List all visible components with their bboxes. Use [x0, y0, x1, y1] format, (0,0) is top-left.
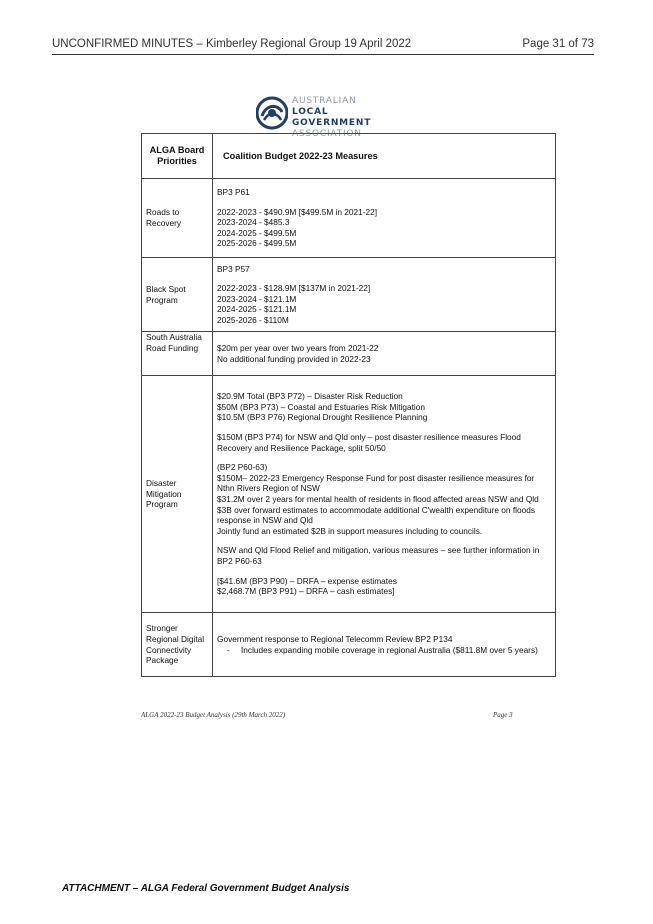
list-item: - Includes expanding mobile coverage in regional Australia ($811.8M over 5 years)	[227, 645, 551, 656]
measure-line: (BP2 P60-63)	[217, 462, 268, 473]
measure-block	[217, 576, 551, 597]
priority-cell: Stronger Regional Digital Connectivity Package	[142, 613, 213, 677]
logo-line-3: ASSOCIATION	[292, 129, 362, 139]
table-row	[142, 258, 556, 332]
measure-line: $150M– 2022-23 Emergency Response Fund for post disaster resilience measures for Nthn Rivers Region of NSW	[217, 472, 535, 494]
measure-line: BP3 P61	[217, 187, 250, 198]
measure-list	[217, 645, 551, 656]
measures-cell	[213, 376, 556, 613]
measure-block	[217, 391, 551, 423]
budget-measures-table	[141, 133, 556, 677]
document-footer-page: Page 3	[493, 711, 513, 719]
measure-line: $2,468.7M (BP3 P91) – DRFA – cash estimates]	[217, 586, 395, 597]
document-footer-title: ALGA 2022-23 Budget Analysis (29th March 2022)	[141, 711, 286, 719]
measure-line: NSW and Qld Flood Relief and mitigation, various measures – see further information in BP2 P60-63	[217, 545, 540, 566]
measure-line: 2022-2023 - $128.9M [$137M in 2021-22]	[217, 283, 371, 294]
measure-line: 2022-2023 - $490.9M [$499.5M in 2021-22]	[217, 206, 378, 217]
measure-line: 2025-2026 - $499.5M	[217, 238, 297, 249]
table-row	[142, 376, 556, 613]
column-header-measures: Coalition Budget 2022-23 Measures	[213, 134, 556, 179]
priority-cell: South Australia Road Funding	[142, 332, 213, 376]
measure-line: BP3 P57	[217, 263, 250, 274]
measures-cell	[213, 613, 556, 677]
table-row	[142, 613, 556, 677]
table-row	[142, 179, 556, 258]
measure-line: $10.5M (BP3 P76) Regional Drought Resilience Planning	[217, 412, 428, 423]
measure-line: 2024-2025 - $121.1M	[217, 304, 297, 315]
measure-line: 2023-2024 - $485.3	[217, 217, 290, 228]
measure-line: 2024-2025 - $499.5M	[217, 227, 297, 238]
measure-block	[217, 432, 551, 453]
attachment-label: ATTACHMENT – ALGA Federal Government Budget Analysis	[62, 883, 350, 894]
priority-cell: Disaster Mitigation Program	[142, 376, 213, 613]
page-header	[52, 38, 594, 55]
logo-line-1: AUSTRALIAN	[292, 96, 357, 106]
measure-block	[217, 283, 551, 325]
measure-line: Jointly fund an estimated $2B in support measures including to councils.	[217, 525, 483, 536]
measure-block	[217, 187, 551, 198]
table-header-row	[142, 134, 556, 179]
measure-block	[217, 545, 551, 566]
measure-line: $150M (BP3 P74) for NSW and Qld only – post disaster resilience measures Flood Recovery and Resilience Package, split 50/50	[217, 432, 521, 453]
measure-line: $3B over forward estimates to accommodate additional C'wealth expenditure on floods response in NSW and Qld	[217, 504, 535, 526]
header-title: UNCONFIRMED MINUTES – Kimberley Regional Group 19 April 2022	[52, 38, 412, 50]
alga-emblem-icon	[256, 96, 288, 130]
priority-cell: Black Spot Program	[142, 258, 213, 332]
measure-line: $20m per year over two years from 2021-22	[217, 342, 379, 353]
measure-block	[217, 343, 551, 364]
measure-line: $50M (BP3 P73) – Coastal and Estuaries Risk Mitigation	[217, 401, 425, 412]
measures-cell	[213, 258, 556, 332]
measure-block	[217, 462, 551, 536]
measure-line: 2025-2026 - $110M	[217, 314, 289, 325]
measure-line: Government response to Regional Telecomm Review BP2 P134	[217, 633, 453, 644]
measures-cell	[213, 332, 556, 376]
measure-block	[217, 264, 551, 275]
logo-line-2: LOCAL GOVERNMENT	[292, 107, 372, 128]
measure-block	[217, 207, 551, 249]
priority-cell: Roads to Recovery	[142, 179, 213, 258]
page-number: Page 31 of 73	[522, 38, 594, 50]
table-row	[142, 332, 556, 376]
measure-line: [$41.6M (BP3 P90) – DRFA – expense estimates	[217, 575, 397, 586]
measure-line: $31.2M over 2 years for mental health of residents in flood affected areas NSW and Qld	[217, 494, 539, 504]
measures-cell	[213, 179, 556, 258]
measure-line: $20.9M Total (BP3 P72) – Disaster Risk Reduction	[217, 391, 403, 402]
measure-line: 2023-2024 - $121.1M	[217, 293, 297, 304]
column-header-priorities: ALGA Board Priorities	[142, 134, 213, 179]
alga-logo	[256, 96, 406, 139]
measure-line: No additional funding provided in 2022-23	[217, 353, 371, 364]
